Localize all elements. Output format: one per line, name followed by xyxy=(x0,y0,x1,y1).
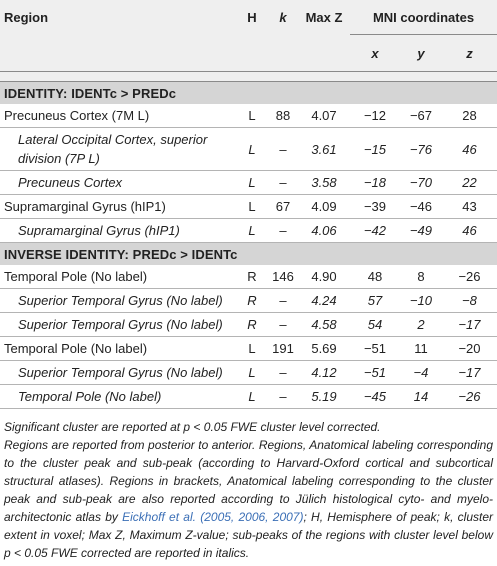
cell-region: Superior Temporal Gyrus (No label) xyxy=(0,313,236,337)
cell-k: – xyxy=(268,313,298,337)
cell-y: −76 xyxy=(400,128,442,171)
cell-x: −12 xyxy=(350,104,400,128)
table-footnotes xyxy=(4,418,493,562)
cell-x: −51 xyxy=(350,361,400,385)
header-row xyxy=(0,0,497,35)
cell-h: R xyxy=(236,265,268,289)
cell-z: 28 xyxy=(442,104,497,128)
cell-h: L xyxy=(236,128,268,171)
cell-region: Supramarginal Gyrus (hIP1) xyxy=(0,195,236,219)
footnote-significance: Significant cluster are reported at p < 0.05 FWE cluster level corrected. xyxy=(4,420,381,434)
cell-k: – xyxy=(268,171,298,195)
header-blank-4 xyxy=(298,35,350,72)
table-row xyxy=(0,128,497,171)
cell-z: 46 xyxy=(442,128,497,171)
cell-y: −4 xyxy=(400,361,442,385)
header-mni: MNI coordinates xyxy=(350,0,497,35)
cell-region: Temporal Pole (No label) xyxy=(0,337,236,361)
cell-region: Temporal Pole (No label) xyxy=(0,385,236,409)
cell-region: Superior Temporal Gyrus (No label) xyxy=(0,361,236,385)
cell-y: −70 xyxy=(400,171,442,195)
cell-x: −18 xyxy=(350,171,400,195)
table-row xyxy=(0,171,497,195)
cell-maxz: 5.69 xyxy=(298,337,350,361)
header-region: Region xyxy=(0,0,236,35)
table-row xyxy=(0,104,497,128)
cell-region: Superior Temporal Gyrus (No label) xyxy=(0,289,236,313)
cell-h: L xyxy=(236,171,268,195)
header-k: k xyxy=(268,0,298,35)
cell-x: −42 xyxy=(350,219,400,243)
footnote-legend-tail: ; H, Hemisphere of peak; k, cluster extent in voxel; Max Z, Maximum Z-value; sub-peaks of the regions with cluster level below p < 0.05 FWE corrected are reported in italics. xyxy=(4,510,493,560)
cell-maxz: 3.61 xyxy=(298,128,350,171)
cell-region: Supramarginal Gyrus (hIP1) xyxy=(0,219,236,243)
cell-z: 43 xyxy=(442,195,497,219)
section-heading xyxy=(0,243,497,266)
section-title: IDENTITY: IDENTc > PREDc xyxy=(0,82,497,105)
header-blank-2 xyxy=(236,35,268,72)
cell-h: L xyxy=(236,385,268,409)
cell-maxz: 3.58 xyxy=(298,171,350,195)
cell-maxz: 4.09 xyxy=(298,195,350,219)
header-spacer xyxy=(0,72,497,82)
cell-z: −8 xyxy=(442,289,497,313)
header-maxz-label: Max Z xyxy=(305,9,343,25)
cell-y: −46 xyxy=(400,195,442,219)
section-title: INVERSE IDENTITY: PREDc > IDENTc xyxy=(0,243,497,266)
header-y: y xyxy=(400,35,442,72)
cell-x: −39 xyxy=(350,195,400,219)
table-row xyxy=(0,289,497,313)
section-heading xyxy=(0,82,497,105)
table-row xyxy=(0,219,497,243)
cell-x: −45 xyxy=(350,385,400,409)
header-z: z xyxy=(442,35,497,72)
cell-x: 57 xyxy=(350,289,400,313)
cell-k: 146 xyxy=(268,265,298,289)
header-maxz xyxy=(298,0,350,35)
footnote-legend xyxy=(4,436,493,562)
cell-h: L xyxy=(236,219,268,243)
cell-k: – xyxy=(268,289,298,313)
table-row xyxy=(0,385,497,409)
table-row xyxy=(0,313,497,337)
cell-z: −17 xyxy=(442,313,497,337)
cell-maxz: 4.06 xyxy=(298,219,350,243)
cell-region: Precuneus Cortex (7M L) xyxy=(0,104,236,128)
cell-k: – xyxy=(268,128,298,171)
header-subrow xyxy=(0,35,497,72)
cell-k: 67 xyxy=(268,195,298,219)
header-blank-3 xyxy=(268,35,298,72)
cell-z: 46 xyxy=(442,219,497,243)
cell-y: −49 xyxy=(400,219,442,243)
table-row xyxy=(0,337,497,361)
cell-k: 191 xyxy=(268,337,298,361)
footnote-legend-text: Regions are reported from posterior to anterior. Regions, Anatomical labeling corresponding to the cluster peak and sub-peak (according to Harvard-Oxford cortical and subcortical structural atlases). Regions in brackets, Anatomical labeling corresponding to the cluster peak and sub-peak are also reported according to Jülich histological cyto- and myelo-architectonic atlas by xyxy=(4,438,493,524)
cell-maxz: 4.12 xyxy=(298,361,350,385)
table-row xyxy=(0,265,497,289)
cell-x: 54 xyxy=(350,313,400,337)
cell-y: 11 xyxy=(400,337,442,361)
cell-x: −51 xyxy=(350,337,400,361)
cell-maxz: 4.07 xyxy=(298,104,350,128)
cell-z: 22 xyxy=(442,171,497,195)
cell-z: −26 xyxy=(442,385,497,409)
cell-h: R xyxy=(236,313,268,337)
cell-y: 2 xyxy=(400,313,442,337)
cell-z: −20 xyxy=(442,337,497,361)
cell-maxz: 4.90 xyxy=(298,265,350,289)
cell-y: 8 xyxy=(400,265,442,289)
cell-h: L xyxy=(236,361,268,385)
cell-maxz: 4.24 xyxy=(298,289,350,313)
table-row xyxy=(0,361,497,385)
cell-y: 14 xyxy=(400,385,442,409)
cell-z: −26 xyxy=(442,265,497,289)
header-blank-1 xyxy=(0,35,236,72)
header-x: x xyxy=(350,35,400,72)
header-h: H xyxy=(236,0,268,35)
cell-k: – xyxy=(268,385,298,409)
cell-h: L xyxy=(236,337,268,361)
cell-z: −17 xyxy=(442,361,497,385)
cell-region: Precuneus Cortex xyxy=(0,171,236,195)
cell-region: Temporal Pole (No label) xyxy=(0,265,236,289)
cell-x: 48 xyxy=(350,265,400,289)
cell-maxz: 4.58 xyxy=(298,313,350,337)
cell-h: R xyxy=(236,289,268,313)
cell-h: L xyxy=(236,104,268,128)
cell-k: – xyxy=(268,361,298,385)
cell-y: −10 xyxy=(400,289,442,313)
cell-x: −15 xyxy=(350,128,400,171)
cell-maxz: 5.19 xyxy=(298,385,350,409)
table-row xyxy=(0,195,497,219)
cell-y: −67 xyxy=(400,104,442,128)
cell-h: L xyxy=(236,195,268,219)
cell-k: 88 xyxy=(268,104,298,128)
cell-k: – xyxy=(268,219,298,243)
cell-region: Lateral Occipital Cortex, superior division (7P L) xyxy=(0,128,236,171)
citation-link[interactable]: Eickhoff et al. (2005, 2006, 2007) xyxy=(122,510,304,524)
